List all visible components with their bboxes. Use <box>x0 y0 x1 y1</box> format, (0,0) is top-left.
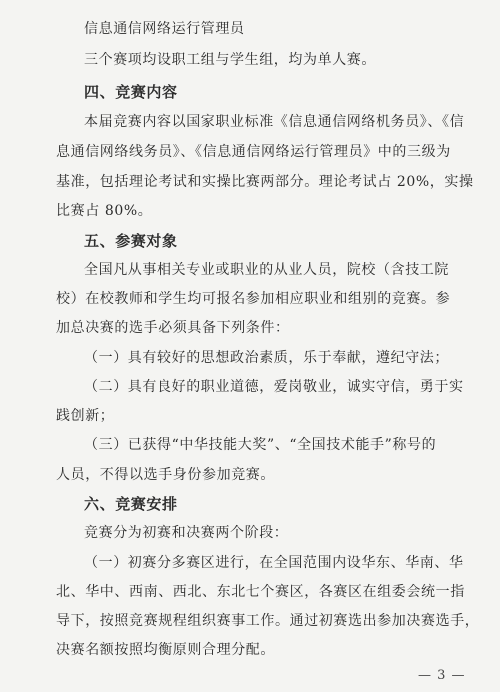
text-line: 导下，按照竞赛规程组织赛事工作。通过初赛选出参加决赛选手， <box>56 613 480 629</box>
section-heading-6: 六、竞赛安排 <box>84 495 178 513</box>
text-line: 人员，不得以选手身份参加竞赛。 <box>56 467 275 483</box>
text-line: 比赛占 80%。 <box>56 203 153 219</box>
text-line: （二）具有良好的职业道德，爱岗敬业，诚实守信，勇于实 <box>84 379 464 395</box>
text-line: 决赛名额按照均衡原则合理分配。 <box>56 642 275 658</box>
text-line: 三个赛项均设职工组与学生组，均为单人赛。 <box>84 52 376 68</box>
text-line: （三）已获得“中华技能大奖”、“全国技术能手”称号的 <box>84 437 437 453</box>
text-line: 基准，包括理论考试和实操比赛两部分。理论考试占 20%，实操 <box>56 174 474 190</box>
section-heading-4: 四、竞赛内容 <box>84 83 178 101</box>
text-line: 校）在校教师和学生均可报名参加相应职业和组别的竞赛。参 <box>56 291 451 307</box>
text-line: 北、华中、西南、西北、东北七个赛区，各赛区在组委会统一指 <box>56 584 465 600</box>
text-line: （一）初赛分多赛区进行，在全国范围内设华东、华南、华 <box>84 555 464 571</box>
text-line: （一）具有较好的思想政治素质，乐于奉献，遵纪守法； <box>84 350 449 366</box>
section-heading-5: 五、参赛对象 <box>84 232 178 250</box>
text-line: 践创新； <box>56 408 115 424</box>
text-line: 信息通信网络运行管理员 <box>84 21 245 37</box>
page-number: — 3 — <box>418 668 466 683</box>
text-line: 息通信网络线务员》、《信息通信网络运行管理员》中的三级为 <box>56 144 451 160</box>
text-line: 竞赛分为初赛和决赛两个阶段： <box>84 525 289 541</box>
text-line: 全国凡从事相关专业或职业的从业人员，院校（含技工院 <box>84 262 449 278</box>
text-line: 加总决赛的选手必须具备下列条件： <box>56 320 290 336</box>
text-line: 本届竞赛内容以国家职业标准《信息通信网络机务员》、《信 <box>84 114 465 130</box>
